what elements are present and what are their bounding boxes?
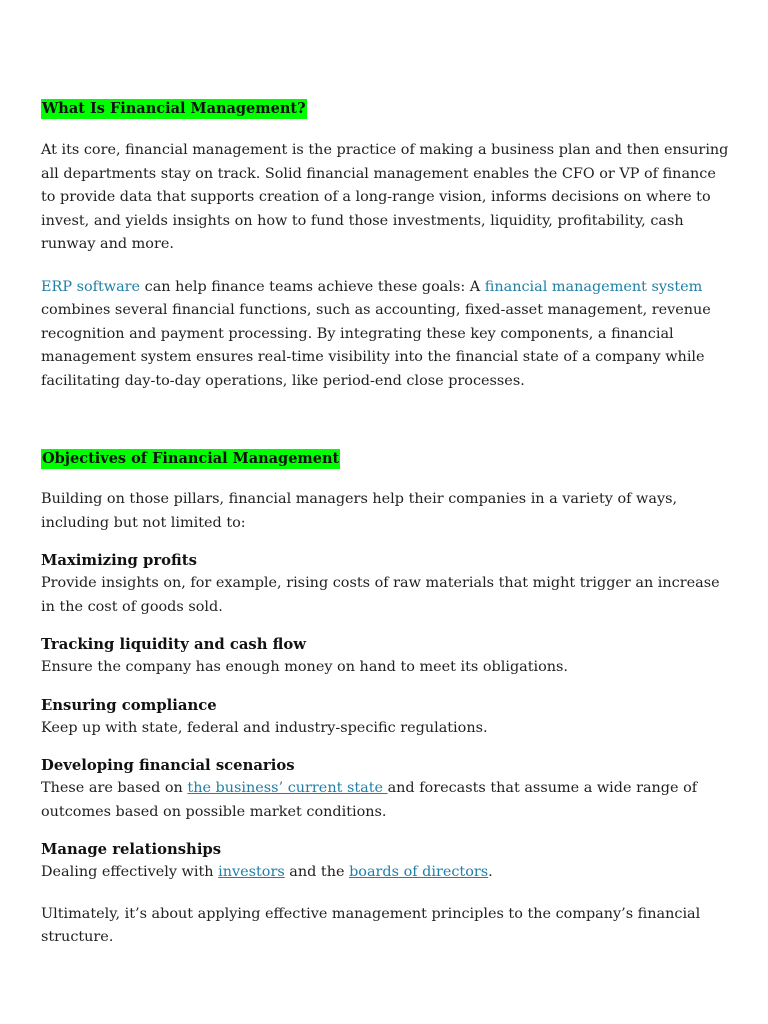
objectives-heading-wrap bbox=[41, 448, 731, 469]
objective-text-mid: and the bbox=[284, 864, 350, 880]
objective-text: Ensure the company has enough money on hand to meet its obligations. bbox=[41, 659, 569, 675]
financial-management-system-link[interactable]: financial management system bbox=[484, 278, 703, 295]
objective-text bbox=[41, 861, 731, 885]
erp-paragraph-text-1: can help finance teams achieve these goals: A bbox=[140, 278, 485, 295]
document-page bbox=[41, 98, 731, 950]
objectives-intro: Building on those pillars, financial managers help their companies in a variety of ways, including but not limited to: bbox=[41, 491, 678, 531]
objective-text bbox=[41, 777, 731, 824]
objective-item-compliance bbox=[41, 694, 731, 741]
investors-link[interactable]: investors bbox=[218, 864, 285, 880]
objective-item-scenarios bbox=[41, 754, 731, 824]
conclusion-paragraph: Ultimately, it’s about applying effective management principles to the company’s financial structure. bbox=[41, 905, 701, 945]
objective-text-after: . bbox=[488, 864, 493, 880]
objective-title: Maximizing profits bbox=[41, 552, 197, 569]
erp-paragraph-text-2: combines several financial functions, such as accounting, fixed-asset management, revenue recognition and payment processing. By integrating these key components, a financial management system ensures real-time visibility into the financial state of a company while facilitating day-to-day operations, like period-end close processes. bbox=[41, 302, 711, 389]
section-heading-objectives: Objectives of Financial Management bbox=[42, 450, 340, 467]
objective-text: Keep up with state, federal and industry-specific regulations. bbox=[41, 719, 488, 736]
objective-text: Provide insights on, for example, rising costs of raw materials that might trigger an increase in the cost of goods sold. bbox=[41, 575, 720, 615]
business-current-state-link[interactable]: the business’ current state bbox=[187, 780, 388, 796]
objective-item-liquidity bbox=[41, 633, 731, 680]
objective-item-relationships bbox=[41, 838, 731, 885]
erp-software-link[interactable]: ERP software bbox=[41, 278, 141, 295]
section-heading-what-is: What Is Financial Management? bbox=[42, 100, 306, 117]
erp-paragraph bbox=[41, 276, 731, 394]
objective-item-profits bbox=[41, 549, 731, 619]
objective-text-after: and forecasts that assume a wide range of outcomes based on possible market conditions. bbox=[41, 780, 698, 820]
intro-paragraph: At its core, financial management is the practice of making a business plan and then ensuring all departments stay on track. Solid financial management enables the CFO or VP of finance to provide data that supports creation of a long-range vision, informs decisions on where to invest, and yields insights on how to fund those investments, liquidity, profitability, cash runway and more. bbox=[41, 142, 729, 252]
objective-title: Manage relationships bbox=[41, 841, 222, 858]
objective-text-before: Dealing effectively with bbox=[41, 864, 219, 880]
objective-title: Ensuring compliance bbox=[41, 696, 217, 714]
boards-of-directors-link[interactable]: boards of directors bbox=[349, 864, 489, 880]
objective-text-before: These are based on bbox=[41, 780, 188, 796]
objective-title: Developing financial scenarios bbox=[41, 757, 295, 774]
objective-title: Tracking liquidity and cash flow bbox=[41, 636, 307, 653]
